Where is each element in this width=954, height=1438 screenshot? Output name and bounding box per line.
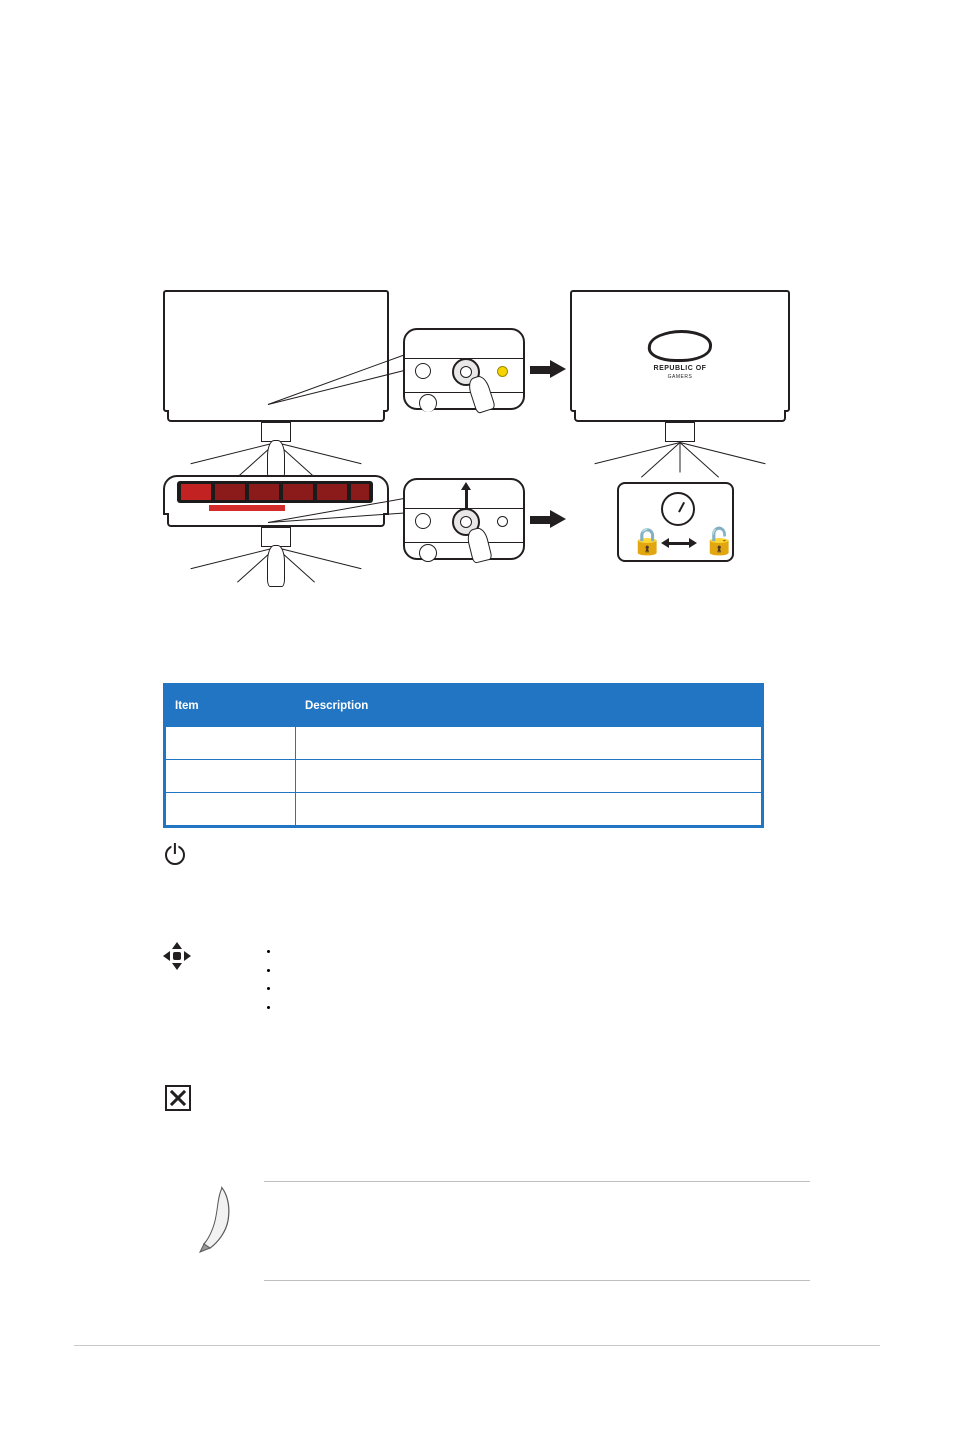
joystick-center[interactable] bbox=[460, 366, 472, 378]
table-cell-item bbox=[166, 793, 296, 826]
section-five-way-bullets bbox=[264, 944, 810, 1017]
monitor-stand-leg bbox=[680, 443, 681, 473]
osd-menu-strip bbox=[177, 481, 373, 503]
locked-icon: 🔒 bbox=[631, 526, 664, 556]
table-row bbox=[166, 727, 762, 760]
section-five-way bbox=[264, 940, 810, 1019]
bottom-port-circle bbox=[419, 544, 437, 562]
flow-arrow bbox=[530, 362, 566, 376]
power-icon bbox=[165, 845, 185, 865]
unlocked-icon: 🔓 bbox=[703, 526, 736, 556]
flow-arrow bbox=[530, 512, 566, 526]
joystick-up-arrow-icon bbox=[462, 482, 470, 510]
close-icon bbox=[165, 1085, 191, 1111]
osd-cell[interactable] bbox=[317, 484, 347, 500]
finger-press-up bbox=[465, 526, 493, 564]
monitor-screen bbox=[163, 290, 389, 412]
monitor-off-illustration bbox=[163, 290, 389, 450]
rog-eye-icon bbox=[646, 330, 713, 362]
table-cell-description bbox=[296, 760, 762, 793]
indicator-led bbox=[415, 363, 431, 379]
osd-highlight-bar bbox=[209, 505, 285, 511]
finger-press-power bbox=[466, 374, 496, 414]
monitor-on-illustration bbox=[570, 290, 790, 450]
rog-logo bbox=[642, 330, 718, 380]
five-way-right-arrow bbox=[184, 951, 191, 961]
table-cell-description bbox=[296, 727, 762, 760]
control-closeup-up bbox=[403, 478, 525, 560]
rog-logo-line2: GAMERS bbox=[667, 374, 693, 380]
five-way-left-arrow bbox=[163, 951, 170, 961]
bottom-port-circle bbox=[419, 394, 437, 412]
monitor-bezel bbox=[574, 410, 786, 422]
monitor-bezel bbox=[167, 410, 385, 422]
list-item bbox=[280, 1000, 810, 1017]
joystick-center[interactable] bbox=[460, 516, 472, 528]
footer-divider bbox=[74, 1345, 880, 1346]
monitor-stand-neck bbox=[261, 422, 291, 442]
osd-cell[interactable] bbox=[351, 484, 369, 500]
monitor-osd-illustration bbox=[163, 475, 389, 605]
table-header-item: Item bbox=[166, 686, 296, 727]
list-item bbox=[280, 944, 810, 961]
osd-cell[interactable] bbox=[215, 484, 245, 500]
key-lock-panel bbox=[617, 482, 734, 562]
finger-press-indicator bbox=[267, 545, 285, 587]
osd-cell[interactable] bbox=[181, 484, 211, 500]
toggle-arrow-icon bbox=[661, 538, 697, 548]
monitor-stand-neck bbox=[665, 422, 695, 442]
power-button[interactable] bbox=[497, 366, 508, 377]
power-button[interactable] bbox=[497, 516, 508, 527]
finger-press-indicator bbox=[267, 440, 285, 480]
osd-cell[interactable] bbox=[283, 484, 313, 500]
table-cell-item bbox=[166, 727, 296, 760]
five-way-down-arrow bbox=[172, 963, 182, 970]
control-closeup-power bbox=[403, 328, 525, 410]
five-way-up-arrow bbox=[172, 942, 182, 949]
key-description-table bbox=[163, 683, 764, 828]
note-block bbox=[264, 1181, 810, 1281]
osd-cell[interactable] bbox=[249, 484, 279, 500]
table-cell-item bbox=[166, 760, 296, 793]
list-item bbox=[280, 981, 810, 998]
five-way-navigation-icon bbox=[164, 943, 190, 969]
list-item bbox=[280, 963, 810, 980]
figure-area bbox=[0, 270, 954, 610]
rog-logo-line1: REPUBLIC OF bbox=[653, 365, 707, 372]
five-way-center-dot bbox=[173, 952, 181, 960]
table-row bbox=[166, 793, 762, 826]
indicator-led bbox=[415, 513, 431, 529]
table-cell-description bbox=[296, 793, 762, 826]
monitor-stand-neck bbox=[261, 527, 291, 547]
table-header-description: Description bbox=[296, 686, 762, 727]
table-row bbox=[166, 760, 762, 793]
pencil-icon bbox=[188, 1184, 236, 1254]
hold-timer-icon bbox=[661, 492, 695, 526]
table-header-row bbox=[166, 686, 762, 727]
